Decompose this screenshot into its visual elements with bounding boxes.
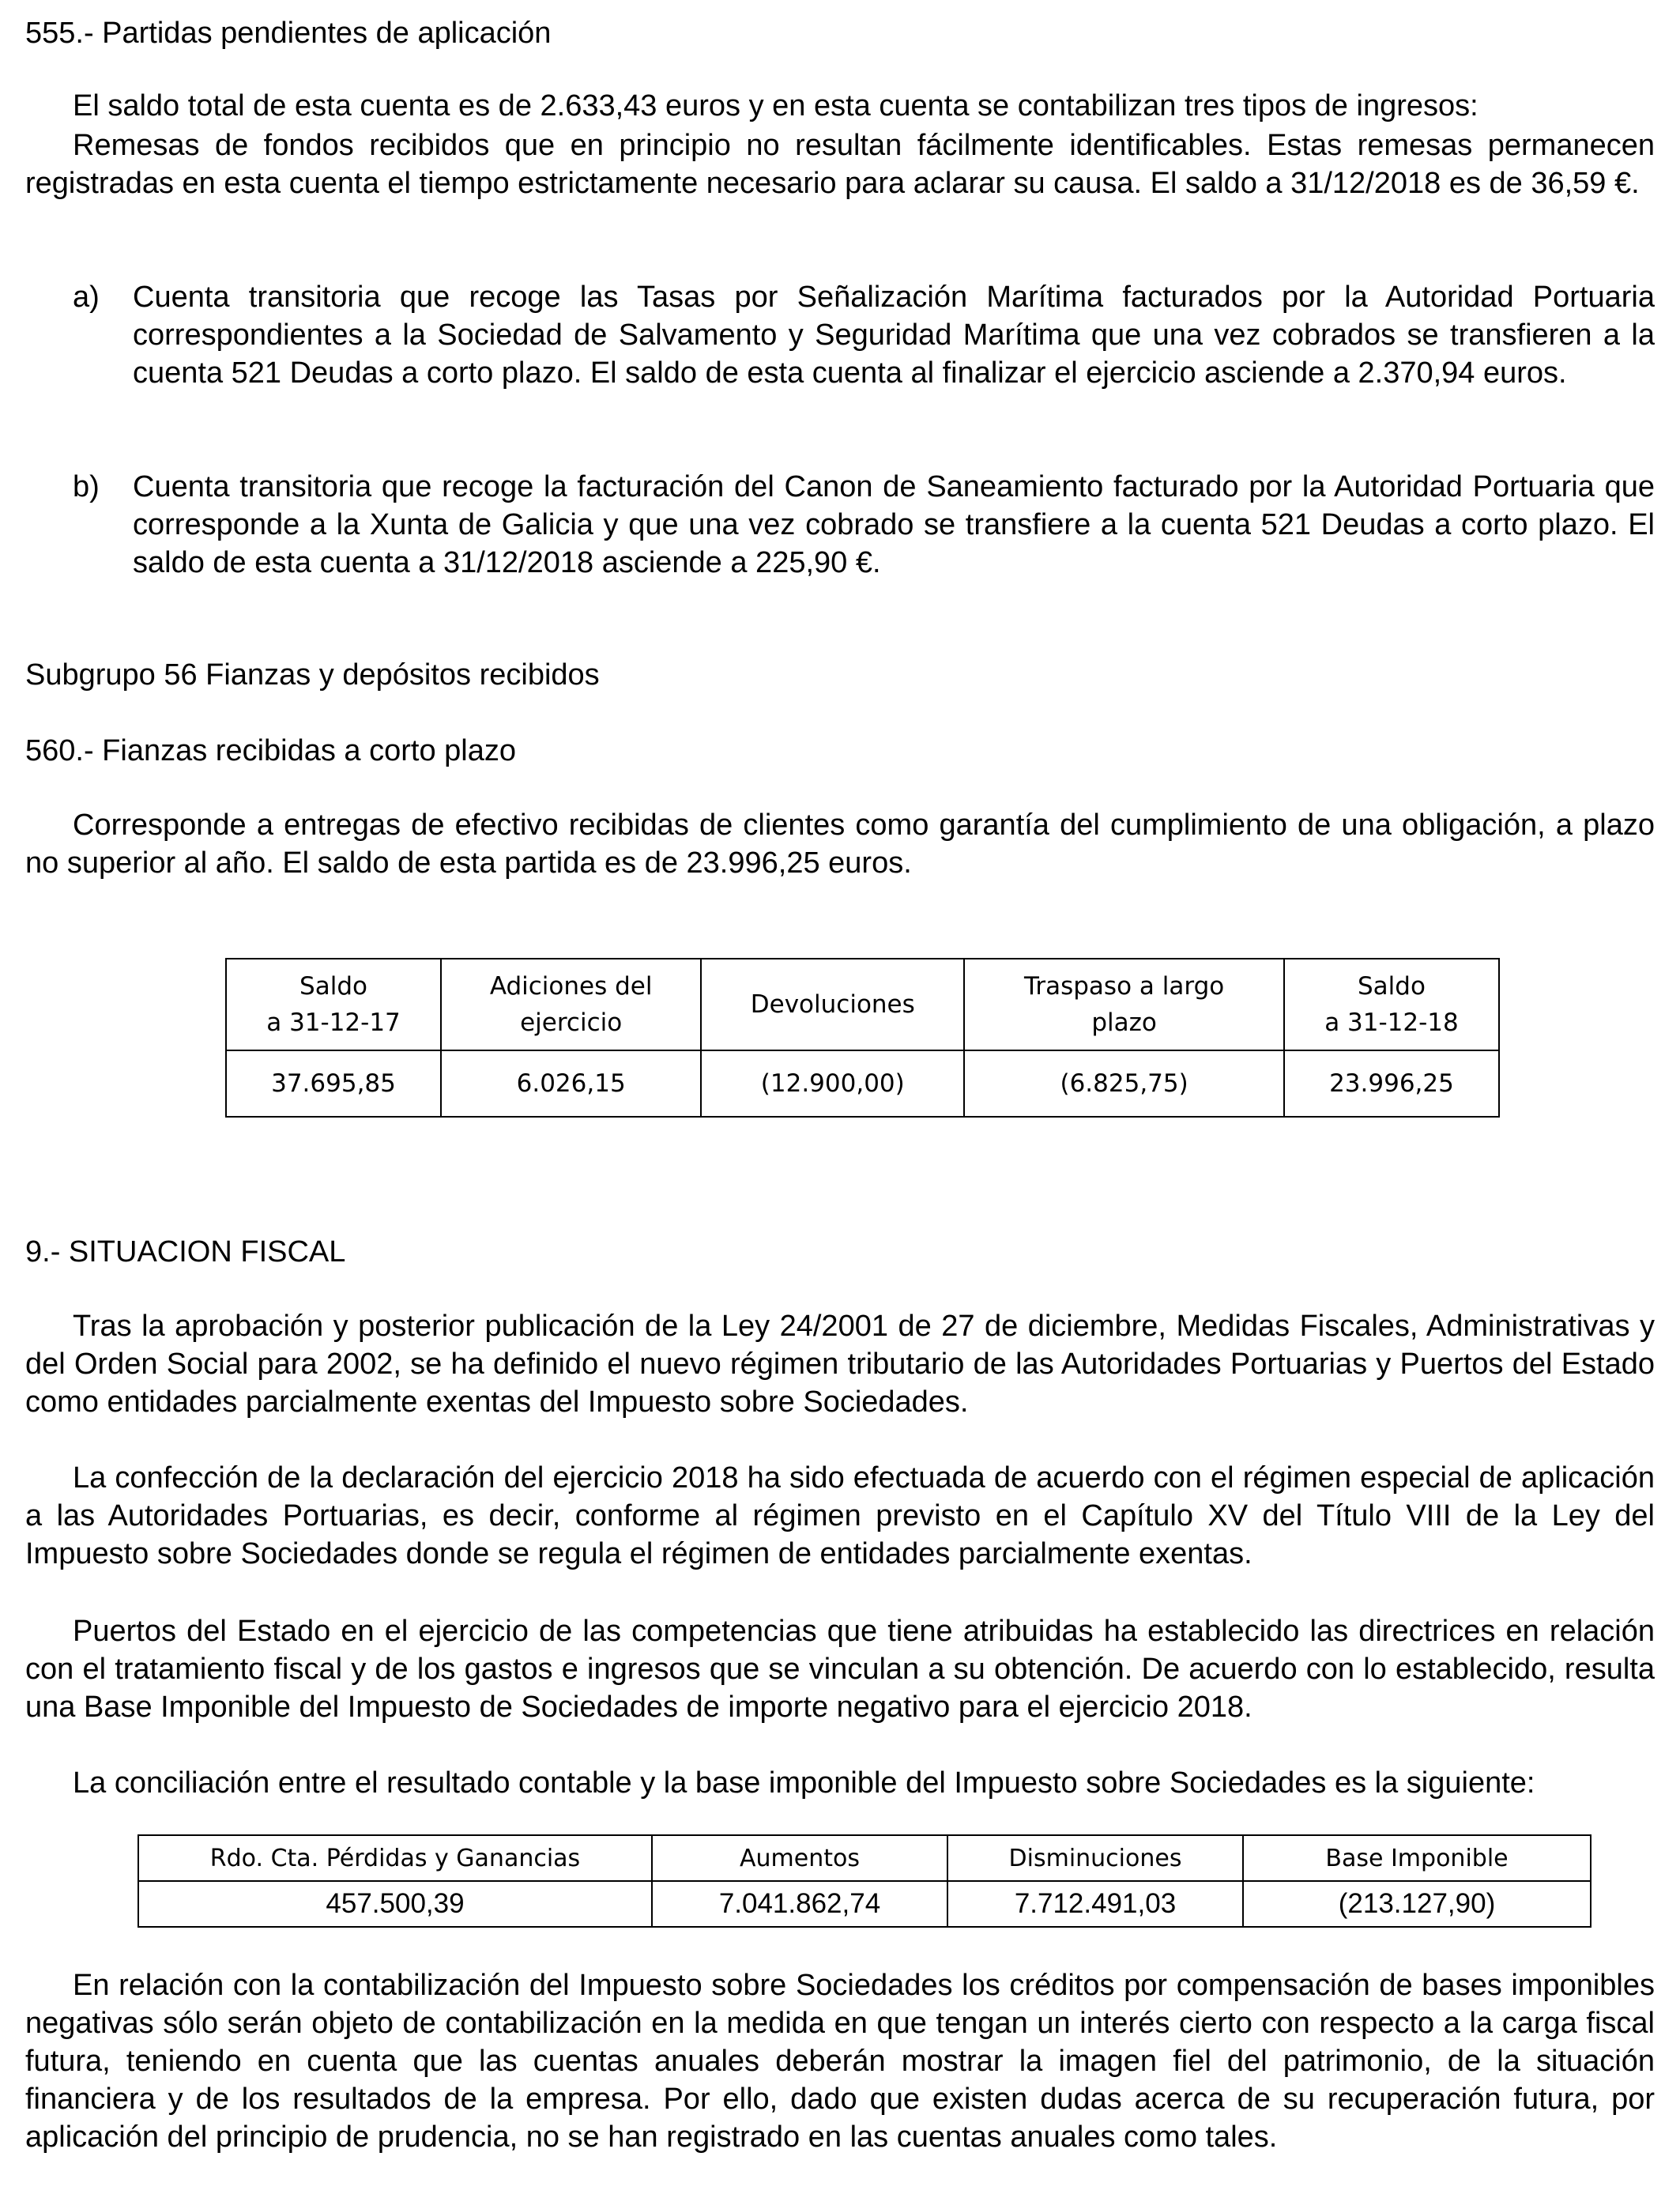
table-header-cell: Saldo a 31-12-17 xyxy=(226,959,441,1050)
table-cell: (12.900,00) xyxy=(701,1050,964,1117)
list-item-text: Cuenta transitoria que recoge las Tasas por Señalización Marítima facturados por la Autoridad Portuaria correspondientes a la Sociedad de Salvamento y Seguridad Marítima que una vez cobrados se transfieren a la cuenta 521 Deudas a corto plazo. El saldo de esta cuenta al finalizar el ejercicio asciende a 2.370,94 euros. xyxy=(133,281,1655,390)
list-item-label: a) xyxy=(73,281,100,314)
table-header-cell: Aumentos xyxy=(652,1835,947,1881)
fiscal-paragraph-4: La conciliación entre el resultado contable y la base imponible del Impuesto sobre Sociedades es la siguiente: xyxy=(73,1766,1535,1800)
table-cell: 37.695,85 xyxy=(226,1050,441,1117)
list-item-label: b) xyxy=(73,470,100,503)
fiscal-paragraph-2: La confección de la declaración del ejercicio 2018 ha sido efectuada de acuerdo con el régimen especial de aplicación a las Autoridades Portuarias, es decir, conforme al régimen previsto en el Capítulo XV del Título VIII de la Ley del Impuesto sobre Sociedades donde se regula el régimen de entidades parcialmente exentas. xyxy=(25,1461,1655,1570)
table-cell: (213.127,90) xyxy=(1243,1881,1591,1927)
table-cell: 23.996,25 xyxy=(1284,1050,1499,1117)
table-header-cell: Saldo a 31-12-18 xyxy=(1284,959,1499,1050)
fiscal-paragraph-5: En relación con la contabilización del Impuesto sobre Sociedades los créditos por compensación de bases imponibles negativas sólo serán objeto de contabilización en la medida en que tengan un interés cierto con respecto a la carga fiscal futura, teniendo en cuenta que las cuentas anuales deberán mostrar la imagen fiel del patrimonio, de la situación financiera y de los resultados de la empresa. Por ello, dado que existen dudas acerca de su recuperación futura, por aplicación del principio de prudencia, no se han registrado en las cuentas anuales como tales. xyxy=(25,1969,1655,2154)
section-555-title: 555.- Partidas pendientes de aplicación xyxy=(25,17,552,50)
table-cell: (6.825,75) xyxy=(964,1050,1284,1117)
table-cell: 7.041.862,74 xyxy=(652,1881,947,1927)
section-555-remesas-paragraph: Remesas de fondos recibidos que en principio no resultan fácilmente identificables. Estas remesas permanecen registradas en esta cuenta el tiempo estrictamente necesario para aclarar su causa. El saldo a 31/12/2018 es de 36,59 €. xyxy=(25,129,1655,200)
section-9-title: 9.- SITUACION FISCAL xyxy=(25,1235,346,1269)
fiscal-paragraph-1: Tras la aprobación y posterior publicación de la Ley 24/2001 de 27 de diciembre, Medidas Fiscales, Administrativas y del Orden Social para 2002, se ha definido el nuevo régimen tributario de las Autoridades Portuarias y Puertos del Estado como entidades parcialmente exentas del Impuesto sobre Sociedades. xyxy=(25,1310,1655,1419)
table-header-cell: Rdo. Cta. Pérdidas y Ganancias xyxy=(138,1835,652,1881)
table-row xyxy=(226,1050,1499,1117)
list-item-a xyxy=(73,278,1655,392)
table-header-cell: Disminuciones xyxy=(947,1835,1243,1881)
table-cell: 7.712.491,03 xyxy=(947,1881,1243,1927)
table-header-cell: Base Imponible xyxy=(1243,1835,1591,1881)
fianzas-table xyxy=(225,958,1500,1118)
table-header-cell: Devoluciones xyxy=(701,959,964,1050)
table-row xyxy=(138,1881,1591,1927)
table-cell: 457.500,39 xyxy=(138,1881,652,1927)
table-header-row xyxy=(138,1835,1591,1881)
subgroup-56-heading: Subgrupo 56 Fianzas y depósitos recibidos xyxy=(25,658,600,692)
fiscal-reconciliation-table xyxy=(137,1834,1591,1928)
table-cell: 6.026,15 xyxy=(441,1050,701,1117)
table-header-row xyxy=(226,959,1499,1050)
table-header-cell: Adiciones del ejercicio xyxy=(441,959,701,1050)
section-560-paragraph: Corresponde a entregas de efectivo recibidas de clientes como garantía del cumplimiento de una obligación, a plazo no superior al año. El saldo de esta partida es de 23.996,25 euros. xyxy=(25,809,1655,880)
fiscal-paragraph-3: Puertos del Estado en el ejercicio de las competencias que tiene atribuidas ha establecido las directrices en relación con el tratamiento fiscal y de los gastos e ingresos que se vinculan a su obtención. De acuerdo con lo establecido, resulta una Base Imponible del Impuesto de Sociedades de importe negativo para el ejercicio 2018. xyxy=(25,1615,1655,1724)
section-560-title: 560.- Fianzas recibidas a corto plazo xyxy=(25,734,516,767)
table-header-cell: Traspaso a largo plazo xyxy=(964,959,1284,1050)
list-item-b xyxy=(73,468,1655,582)
list-item-text: Cuenta transitoria que recoge la facturación del Canon de Saneamiento facturado por la Autoridad Portuaria que corresponde a la Xunta de Galicia y que una vez cobrado se transfiere a la cuenta 521 Deudas a corto plazo. El saldo de esta cuenta a 31/12/2018 asciende a 225,90 €. xyxy=(133,470,1655,579)
section-555-intro: El saldo total de esta cuenta es de 2.633,43 euros y en esta cuenta se contabilizan tres tipos de ingresos: xyxy=(73,89,1478,123)
